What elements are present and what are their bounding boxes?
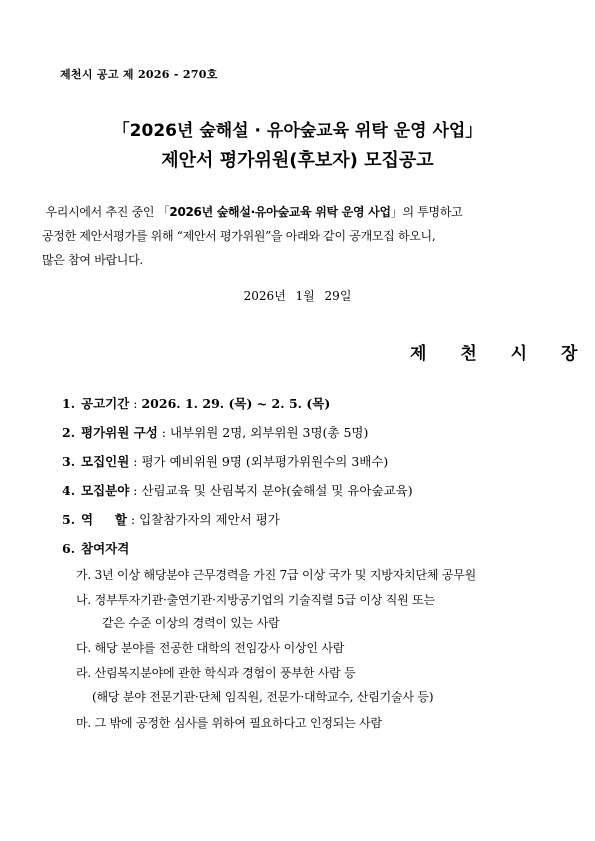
item-label: 평가위원 구성 xyxy=(81,425,158,440)
item-value: 내부위원 2명, 외부위원 3명(총 5명) xyxy=(169,425,369,440)
intro-line-1-post: 」의 투명하고 xyxy=(390,205,463,219)
qualification-item: 다. 해당 분야를 전공한 대학의 전임강사 이상인 사람 xyxy=(76,641,345,655)
intro-line-2: 공정한 제안서평가를 위해 “제안서 평가위원”을 아래와 같이 공개모집 하오니, xyxy=(42,229,436,243)
item-separator: : xyxy=(129,396,142,411)
qualification-item-continued: 같은 수준 이상의 경력이 있는 사람 xyxy=(102,616,280,630)
qualification-item: 나. 정부투자기관·출연기관·지방공기업의 기술직렬 5급 이상 직원 또는 xyxy=(76,593,435,607)
intro-project-name: 2026년 숲해설·유아숲교육 위탁 운영 사업 xyxy=(169,205,391,219)
item-label: 모집인원 xyxy=(81,454,130,469)
item-label: 모집분야 xyxy=(81,483,130,498)
item-value: 입찰참가자의 제안서 평가 xyxy=(139,512,280,527)
item-separator: : xyxy=(157,425,170,440)
issuer-name: 제 천 시 장 xyxy=(410,344,592,364)
item-value: 산림교육 및 산림복지 분야(숲해설 및 유아숲교육) xyxy=(141,483,413,498)
notice-number: 제천시 공고 제 2026 - 270호 xyxy=(60,68,218,81)
item-number: 4. xyxy=(62,483,76,498)
title-line-2: 제안서 평가위원(후보자) 모집공고 xyxy=(161,150,434,171)
intro-line-1-pre: 우리시에서 추진 중인 「 xyxy=(45,205,170,219)
item-recruit-count xyxy=(62,452,388,470)
item-qualification xyxy=(62,539,129,557)
item-number: 2. xyxy=(62,425,76,440)
item-separator: : xyxy=(129,454,142,469)
notice-date: 2026년 1월 29일 xyxy=(243,289,352,303)
item-separator: : xyxy=(129,483,142,498)
intro-paragraph xyxy=(42,200,562,272)
intro-line-3: 많은 참여 바랍니다. xyxy=(42,253,143,267)
item-value: 평가 예비위원 9명 (외부평가위원수의 3배수) xyxy=(141,454,389,469)
qualification-note: (해당 분야 전문기관·단체 임직원, 전문가·대학교수, 산림기술사 등) xyxy=(92,690,434,704)
title-line-1: 「2026년 숲해설 · 유아숲교육 위탁 운영 사업」 xyxy=(112,121,483,141)
item-committee xyxy=(62,423,368,441)
item-period xyxy=(62,394,330,412)
qualification-item: 가. 3년 이상 해당분야 근무경력을 가진 7급 이상 국가 및 지방자치단체 공무원 xyxy=(76,568,477,582)
item-separator: : xyxy=(126,512,140,527)
item-value: 2026. 1. 29. (목) ~ 2. 5. (목) xyxy=(141,396,331,411)
item-number: 5. xyxy=(62,512,76,527)
item-number: 3. xyxy=(62,454,76,469)
item-label: 참여자격 xyxy=(81,541,130,556)
item-number: 6. xyxy=(62,541,76,556)
item-label: 역 할 xyxy=(81,512,127,527)
item-role xyxy=(62,510,280,528)
qualification-item: 라. 산림복지분야에 관한 학식과 경험이 풍부한 사람 등 xyxy=(76,666,356,680)
item-label: 공고기간 xyxy=(81,396,130,411)
intro-line-1 xyxy=(42,200,562,224)
item-field xyxy=(62,481,413,499)
qualification-item: 마. 그 밖에 공정한 심사를 위하여 필요하다고 인정되는 사람 xyxy=(76,716,382,730)
item-number: 1. xyxy=(62,396,76,411)
